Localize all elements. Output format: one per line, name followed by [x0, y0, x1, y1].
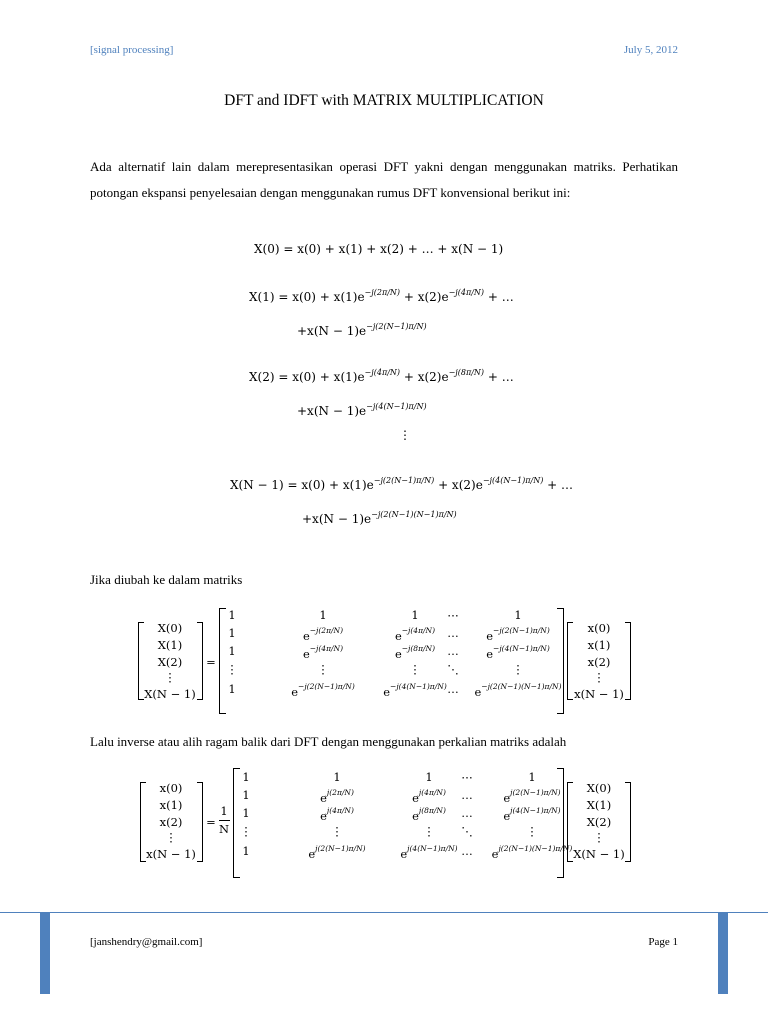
dft-lhs-0: X(0) — [157, 621, 183, 635]
equation-x1-line2: $+x(N - 1)e^{-j(2(N-1)\pi/N)}$ — [297, 322, 427, 338]
dft-cell-r2-c3: … — [447, 644, 459, 658]
dft-cell-r2-c2: $e^{-j(8\pi/N)}$ — [394, 644, 436, 661]
idft-cell-r3-c1: ⋮ — [331, 824, 343, 838]
section-matrix-heading: Jika diubah ke dalam matriks — [90, 572, 243, 587]
dft-cell-r1-c2: $e^{-j(4\pi/N)}$ — [394, 626, 436, 643]
idft-lhs-2: x(2) — [159, 815, 183, 829]
dft-cell-r4-c0: 1 — [228, 682, 236, 696]
idft-rhs-1: X(1) — [586, 798, 612, 812]
equation-x0: X(0) = x(0) + x(1) + x(2) + … + x(N − 1) — [254, 242, 504, 256]
idft-cell-r2-c4: $e^{j(4(N-1)\pi/N)}$ — [503, 806, 561, 823]
footer-bar-left — [40, 912, 50, 994]
idft-lhs-0: x(0) — [159, 781, 183, 795]
dft-lhs-3: ⋮ — [164, 670, 176, 684]
dft-cell-r2-c0: 1 — [228, 644, 236, 658]
idft-matrix-bracket-left — [233, 768, 240, 878]
idft-cell-r4-c3: … — [461, 844, 473, 858]
header-category: [signal processing] — [90, 44, 174, 56]
dft-cell-r3-c4: ⋮ — [512, 662, 524, 676]
idft-cell-r4-c1: $e^{j(2(N-1)\pi/N)}$ — [308, 844, 366, 861]
dft-cell-r1-c0: 1 — [228, 626, 236, 640]
idft-factor-denominator: N — [218, 822, 230, 836]
dft-rhs-4: x(N − 1) — [574, 687, 624, 701]
header-date: July 5, 2012 — [623, 44, 678, 56]
idft-cell-r1-c1: $e^{j(2\pi/N)}$ — [320, 788, 354, 805]
idft-cell-r0-c2: 1 — [425, 770, 433, 784]
idft-rhs-2: X(2) — [586, 815, 612, 829]
dft-cell-r0-c2: 1 — [411, 608, 419, 622]
equation-x2-line1: $X(2) = x(0) + x(1)e^{-j(4\pi/N)} + x(2)e^{-j(8\pi/N)}$ + … — [249, 368, 514, 384]
dft-cell-r4-c2: $e^{-j(4(N-1)\pi/N)}$ — [383, 682, 447, 699]
idft-equals: = — [206, 815, 216, 829]
section-inverse-heading: Lalu inverse atau alih ragam balik dari DFT dengan menggunakan perkalian matriks adalah — [90, 734, 567, 749]
dft-lhs-4: X(N − 1) — [144, 687, 196, 701]
idft-rhs-0: X(0) — [586, 781, 612, 795]
dft-equals: = — [206, 655, 216, 669]
footer-rule — [0, 912, 768, 913]
equation-x2-line2: $+x(N - 1)e^{-j(4(N-1)\pi/N)}$ — [297, 402, 427, 418]
footer-page-number: Page 1 — [648, 936, 678, 948]
dft-rhs-1: x(1) — [587, 638, 611, 652]
idft-lhs-4: x(N − 1) — [146, 847, 196, 861]
dft-cell-r0-c1: 1 — [319, 608, 327, 622]
idft-cell-r3-c2: ⋮ — [423, 824, 435, 838]
dft-rhs-0: x(0) — [587, 621, 611, 635]
dft-cell-r4-c1: $e^{-j(2(N-1)\pi/N)}$ — [291, 682, 355, 699]
idft-cell-r1-c4: $e^{j(2(N-1)\pi/N)}$ — [503, 788, 561, 805]
idft-cell-r1-c0: 1 — [242, 788, 250, 802]
equation-xn-line1: $X(N - 1) = x(0) + x(1)e^{-j(2(N-1)\pi/N)} + x(2)e^{-j(4(N-1)\pi/N)}$ + … — [230, 476, 574, 492]
dft-cell-r1-c3: … — [447, 626, 459, 640]
idft-factor-rule — [219, 820, 230, 821]
dft-rhs-3: ⋮ — [593, 670, 605, 684]
equation-vdots: ⋮ — [399, 428, 411, 442]
dft-cell-r3-c1: ⋮ — [317, 662, 329, 676]
dft-cell-r3-c3: ⋱ — [447, 662, 459, 676]
dft-cell-r0-c3: ⋯ — [447, 608, 459, 622]
idft-cell-r1-c2: $e^{j(4\pi/N)}$ — [412, 788, 446, 805]
idft-cell-r2-c2: $e^{j(8\pi/N)}$ — [412, 806, 446, 823]
dft-cell-r2-c4: $e^{-j(4(N-1)\pi/N)}$ — [486, 644, 550, 661]
dft-matrix-bracket-left — [219, 608, 226, 714]
dft-cell-r2-c1: $e^{-j(4\pi/N)}$ — [302, 644, 344, 661]
dft-cell-r0-c0: 1 — [228, 608, 236, 622]
dft-cell-r3-c2: ⋮ — [409, 662, 421, 676]
idft-cell-r3-c0: ⋮ — [240, 824, 252, 838]
dft-lhs-1: X(1) — [157, 638, 183, 652]
idft-cell-r3-c3: ⋱ — [461, 824, 473, 838]
dft-cell-r1-c1: $e^{-j(2\pi/N)}$ — [302, 626, 344, 643]
idft-lhs-1: x(1) — [159, 798, 183, 812]
idft-cell-r1-c3: … — [461, 788, 473, 802]
idft-rhs-3: ⋮ — [593, 830, 605, 844]
dft-lhs-2: X(2) — [157, 655, 183, 669]
idft-factor-numerator: 1 — [220, 804, 228, 818]
idft-cell-r4-c0: 1 — [242, 844, 250, 858]
dft-cell-r3-c0: ⋮ — [226, 662, 238, 676]
idft-cell-r0-c1: 1 — [333, 770, 341, 784]
idft-cell-r3-c4: ⋮ — [526, 824, 538, 838]
idft-cell-r2-c0: 1 — [242, 806, 250, 820]
dft-cell-r0-c4: 1 — [514, 608, 522, 622]
dft-cell-r4-c3: … — [447, 682, 459, 696]
footer-bar-right — [718, 912, 728, 994]
dft-cell-r1-c4: $e^{-j(2(N-1)\pi/N)}$ — [486, 626, 550, 643]
idft-cell-r0-c3: ⋯ — [461, 770, 473, 784]
equation-x1-line1: $X(1) = x(0) + x(1)e^{-j(2\pi/N)} + x(2)e^{-j(4\pi/N)}$ + … — [249, 288, 514, 304]
idft-cell-r0-c0: 1 — [242, 770, 250, 784]
dft-cell-r4-c4: $e^{-j(2(N-1)(N-1)\pi/N)}$ — [474, 682, 562, 699]
dft-rhs-2: x(2) — [587, 655, 611, 669]
document-title: DFT and IDFT with MATRIX MULTIPLICATION — [224, 92, 544, 109]
footer-email: [janshendry@gmail.com] — [90, 936, 203, 948]
equation-xn-line2: $+x(N - 1)e^{-j(2(N-1)(N-1)\pi/N)}$ — [302, 510, 457, 526]
idft-cell-r0-c4: 1 — [528, 770, 536, 784]
idft-cell-r4-c4: $e^{j(2(N-1)(N-1)\pi/N)}$ — [491, 844, 573, 861]
idft-cell-r2-c3: … — [461, 806, 473, 820]
idft-matrix-bracket-right — [557, 768, 564, 878]
idft-cell-r2-c1: $e^{j(4\pi/N)}$ — [320, 806, 354, 823]
idft-rhs-4: X(N − 1) — [573, 847, 625, 861]
idft-cell-r4-c2: $e^{j(4(N-1)\pi/N)}$ — [400, 844, 458, 861]
idft-lhs-3: ⋮ — [165, 830, 177, 844]
intro-paragraph: Ada alternatif lain dalam merepresentasikan operasi DFT yakni dengan menggunakan matriks. Perhatikan potongan ekspansi penyelesaian dengan menggunakan rumus DFT konvensional berikut ini: — [90, 159, 678, 200]
